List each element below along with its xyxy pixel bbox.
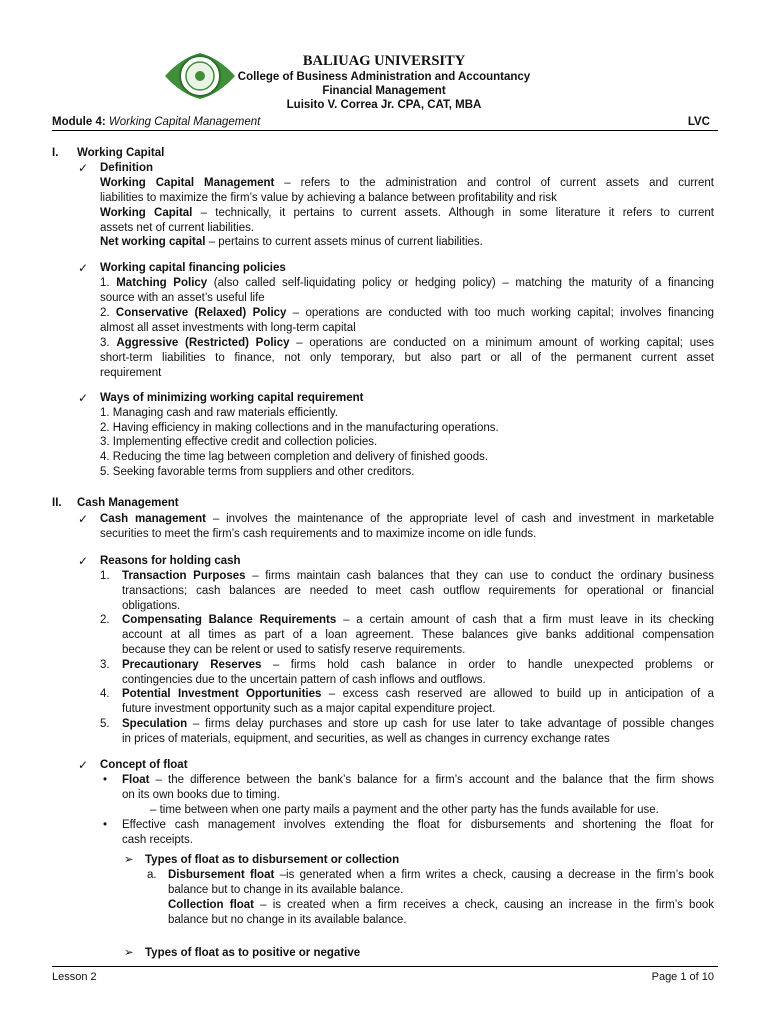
paragraph-line: liabilities to maximize the firm’s value by achieving a balance between profitability and risk bbox=[100, 192, 557, 204]
list-number: 5. bbox=[100, 718, 110, 730]
subheading: Types of float as to positive or negative bbox=[145, 947, 361, 959]
subheading: ✓ Working capital financing policies bbox=[100, 261, 286, 276]
section-title: Working Capital bbox=[77, 147, 165, 159]
college-name: College of Business Administration and Accountancy bbox=[237, 71, 531, 83]
paragraph-line: Working Capital Management – refers to the administration and control of current assets and current bbox=[100, 177, 714, 189]
list-item: Collection float – is created when a firm receives a check, causing an increase in the firm’s book bbox=[168, 899, 714, 911]
paragraph-line: contingencies due to the uncertain pattern of cash inflows and outflows. bbox=[122, 674, 486, 686]
paragraph-line: short-term liabilities to finance, not only temporary, but also part or all of the permanent current asset bbox=[100, 352, 714, 364]
list-number: 2. bbox=[100, 614, 110, 626]
paragraph-line: in prices of materials, equipment, and securities, as well as changes in currency exchange rates bbox=[122, 733, 610, 745]
list-item: 1. Managing cash and raw materials efficiently. bbox=[100, 407, 339, 419]
paragraph-line: – time between when one party mails a payment and the other party has the funds available for use. bbox=[150, 804, 659, 816]
paragraph-line: account at all times as part of a loan agreement. These balances give banks additional compensation bbox=[122, 629, 714, 641]
page-number: Page 1 of 10 bbox=[651, 971, 714, 983]
list-number: 1. bbox=[100, 570, 110, 582]
paragraph-line: future investment opportunity such as a major capital expenditure project. bbox=[122, 703, 496, 715]
subheading: ✓ Concept of float bbox=[100, 758, 188, 773]
paragraph-line: source with an asset’s useful life bbox=[100, 292, 265, 304]
subheading: ✓ Definition bbox=[100, 161, 153, 176]
list-item: 3. Aggressive (Restricted) Policy – operations are conducted on a minimum amount of working capital; uses bbox=[100, 337, 715, 349]
section-number: II. bbox=[52, 497, 62, 509]
list-item: Disbursement float –is generated when a firm writes a check, causing a decrease in the firm’s book bbox=[168, 869, 714, 881]
paragraph-line: balance but to change in its available balance. bbox=[168, 884, 404, 896]
list-number: 4. bbox=[100, 688, 110, 700]
arrow-bullet-icon: ➢ bbox=[124, 947, 134, 959]
page-footer bbox=[52, 966, 718, 983]
course-name: Financial Management bbox=[322, 85, 446, 97]
paragraph-line: transactions; cash balances are needed to meet cash outflow requirements for operational or financial bbox=[122, 585, 714, 597]
lesson-label: Lesson 2 bbox=[52, 971, 97, 983]
list-item: Float – the difference between the bank’s balance for a firm’s account and the balance that the firm shows bbox=[122, 774, 714, 786]
list-item: Speculation – firms delay purchases and store up cash for use later to take advantage of possible changes bbox=[122, 718, 714, 730]
bullet-icon: • bbox=[103, 774, 108, 786]
paragraph-line: cash receipts. bbox=[122, 834, 193, 846]
paragraph-line: assets net of current liabilities. bbox=[100, 222, 255, 234]
list-number: 3. bbox=[100, 659, 110, 671]
section-number: I. bbox=[52, 147, 59, 159]
paragraph-line: on its own books due to timing. bbox=[122, 789, 280, 801]
subheading: ✓ Reasons for holding cash bbox=[100, 554, 241, 569]
list-item: Precautionary Reserves – firms hold cash balance in order to handle unexpected problems or bbox=[122, 659, 714, 671]
list-item: 5. Seeking favorable terms from suppliers and other creditors. bbox=[100, 466, 415, 478]
paragraph-line: because they can be relent or used to satisfy reserve requirements. bbox=[122, 644, 466, 656]
module-code: LVC bbox=[687, 116, 710, 128]
list-item: 2. Having efficiency in making collections and in the manufacturing operations. bbox=[100, 422, 499, 434]
list-item: Potential Investment Opportunities – excess cash reserved are allowed to build up in anticipation of a bbox=[122, 688, 714, 700]
bullet-icon: • bbox=[103, 819, 108, 831]
subheading: Types of float as to disbursement or collection bbox=[145, 854, 400, 866]
paragraph-line: securities to meet the firm’s cash requirements and to maximize income on idle funds. bbox=[100, 528, 537, 540]
module-title: Working Capital Management bbox=[108, 116, 261, 128]
paragraph-line: requirement bbox=[100, 367, 162, 379]
subheading: ✓ Ways of minimizing working capital requirement bbox=[100, 391, 363, 406]
list-item: 1. Matching Policy (also called self-liquidating policy or hedging policy) – matching the maturity of a financing bbox=[100, 277, 715, 289]
list-item: 3. Implementing effective credit and collection policies. bbox=[100, 436, 378, 448]
paragraph-line: almost all asset investments with long-term capital bbox=[100, 322, 356, 334]
list-item: Compensating Balance Requirements – a certain amount of cash that a firm must leave in its checking bbox=[122, 614, 714, 626]
arrow-bullet-icon: ➢ bbox=[124, 854, 134, 866]
paragraph-line: Net working capital – pertains to current assets minus of current liabilities. bbox=[100, 236, 483, 248]
module-bar bbox=[52, 115, 718, 131]
list-item: Transaction Purposes – firms maintain cash balances that they can use to conduct the ordinary business bbox=[122, 570, 715, 582]
paragraph-line: balance but no change in its available balance. bbox=[168, 914, 407, 926]
document-header bbox=[0, 53, 768, 112]
list-item: Effective cash management involves extending the float for disbursements and shortening the float for bbox=[122, 819, 714, 831]
module-label: Module 4: bbox=[52, 116, 106, 128]
paragraph-line: obligations. bbox=[122, 600, 181, 612]
paragraph-line: Working Capital – technically, it pertains to current assets. Although in some literature it refers to current bbox=[100, 207, 714, 219]
list-number: a. bbox=[147, 869, 157, 881]
section-title: Cash Management bbox=[77, 497, 179, 509]
list-item: 4. Reducing the time lag between completion and delivery of finished goods. bbox=[100, 451, 489, 463]
paragraph-line: ✓ Cash management – involves the maintenance of the appropriate level of cash and investment in marketable bbox=[100, 512, 714, 527]
instructor-name: Luisito V. Correa Jr. CPA, CAT, MBA bbox=[286, 99, 482, 111]
university-name: BALIUAG UNIVERSITY bbox=[302, 53, 466, 69]
list-item: 2. Conservative (Relaxed) Policy – operations are conducted with too much working capital; involves financing bbox=[100, 307, 715, 319]
